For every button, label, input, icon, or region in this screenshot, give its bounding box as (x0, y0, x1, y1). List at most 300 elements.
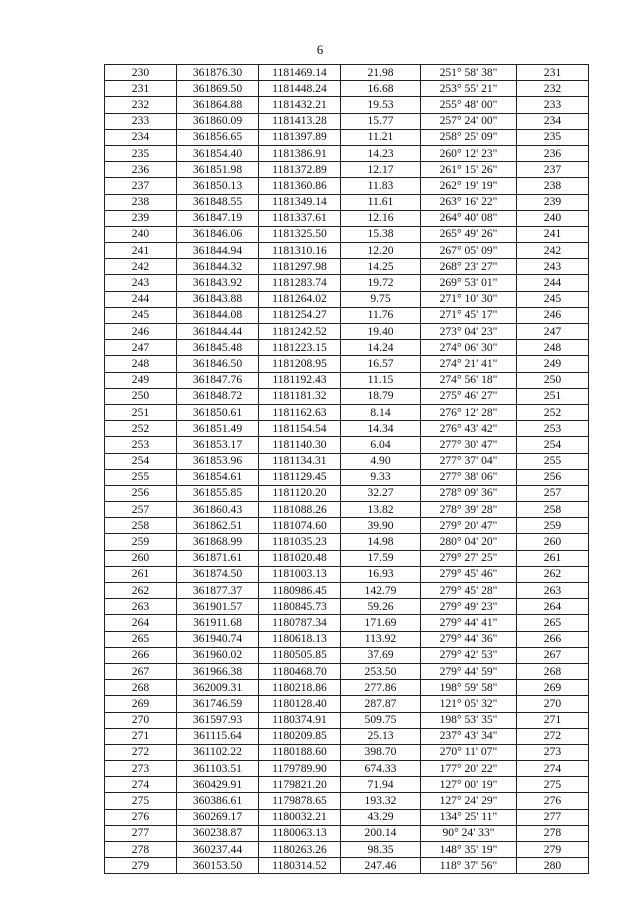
x-coordinate-cell: 361856.65 (177, 129, 259, 145)
distance-cell: 142.79 (341, 583, 421, 599)
point-number-cell: 255 (105, 469, 177, 485)
next-point-cell: 266 (517, 631, 589, 647)
x-coordinate-cell: 361102.22 (177, 744, 259, 760)
y-coordinate-cell: 1181254.27 (259, 307, 341, 323)
bearing-cell: 261° 15' 26" (421, 162, 517, 178)
bearing-cell: 274° 56' 18" (421, 372, 517, 388)
y-coordinate-cell: 1181397.89 (259, 129, 341, 145)
y-coordinate-cell: 1181208.95 (259, 356, 341, 372)
distance-cell: 15.38 (341, 226, 421, 242)
next-point-cell: 257 (517, 485, 589, 501)
distance-cell: 4.90 (341, 453, 421, 469)
x-coordinate-cell: 361845.48 (177, 340, 259, 356)
distance-cell: 16.93 (341, 566, 421, 582)
distance-cell: 200.14 (341, 825, 421, 841)
bearing-cell: 279° 20' 47" (421, 518, 517, 534)
y-coordinate-cell: 1181372.89 (259, 162, 341, 178)
next-point-cell: 273 (517, 744, 589, 760)
distance-cell: 43.29 (341, 809, 421, 825)
table-row (105, 356, 589, 372)
table-row (105, 518, 589, 534)
x-coordinate-cell: 361844.44 (177, 324, 259, 340)
point-number-cell: 259 (105, 534, 177, 550)
next-point-cell: 271 (517, 712, 589, 728)
y-coordinate-cell: 1180845.73 (259, 599, 341, 615)
point-number-cell: 257 (105, 502, 177, 518)
point-number-cell: 256 (105, 485, 177, 501)
y-coordinate-cell: 1181088.26 (259, 502, 341, 518)
y-coordinate-cell: 1181140.30 (259, 437, 341, 453)
distance-cell: 12.20 (341, 243, 421, 259)
x-coordinate-cell: 361901.57 (177, 599, 259, 615)
x-coordinate-cell: 361855.85 (177, 485, 259, 501)
bearing-cell: 148° 35' 19" (421, 842, 517, 858)
y-coordinate-cell: 1181162.63 (259, 404, 341, 420)
distance-cell: 15.77 (341, 113, 421, 129)
point-number-cell: 237 (105, 178, 177, 194)
bearing-cell: 269° 53' 01" (421, 275, 517, 291)
x-coordinate-cell: 361966.38 (177, 663, 259, 679)
next-point-cell: 231 (517, 65, 589, 81)
next-point-cell: 233 (517, 97, 589, 113)
point-number-cell: 269 (105, 696, 177, 712)
distance-cell: 37.69 (341, 647, 421, 663)
table-row (105, 534, 589, 550)
bearing-cell: 280° 04' 20" (421, 534, 517, 550)
y-coordinate-cell: 1181074.60 (259, 518, 341, 534)
distance-cell: 14.24 (341, 340, 421, 356)
table-row (105, 437, 589, 453)
x-coordinate-cell: 361848.72 (177, 388, 259, 404)
point-number-cell: 264 (105, 615, 177, 631)
bearing-cell: 177° 20' 22" (421, 761, 517, 777)
bearing-cell: 271° 10' 30" (421, 291, 517, 307)
point-number-cell: 251 (105, 404, 177, 420)
distance-cell: 32.27 (341, 485, 421, 501)
point-number-cell: 236 (105, 162, 177, 178)
table-row (105, 615, 589, 631)
point-number-cell: 254 (105, 453, 177, 469)
x-coordinate-cell: 361844.94 (177, 243, 259, 259)
x-coordinate-cell: 360153.50 (177, 858, 259, 874)
x-coordinate-cell: 361746.59 (177, 696, 259, 712)
point-number-cell: 239 (105, 210, 177, 226)
y-coordinate-cell: 1181297.98 (259, 259, 341, 275)
y-coordinate-cell: 1181264.02 (259, 291, 341, 307)
bearing-cell: 276° 43' 42" (421, 421, 517, 437)
y-coordinate-cell: 1181283.74 (259, 275, 341, 291)
table-row (105, 388, 589, 404)
point-number-cell: 277 (105, 825, 177, 841)
bearing-cell: 121° 05' 32" (421, 696, 517, 712)
bearing-cell: 276° 12' 28" (421, 404, 517, 420)
point-number-cell: 242 (105, 259, 177, 275)
next-point-cell: 243 (517, 259, 589, 275)
y-coordinate-cell: 1181003.13 (259, 566, 341, 582)
y-coordinate-cell: 1179789.90 (259, 761, 341, 777)
table-row (105, 712, 589, 728)
next-point-cell: 232 (517, 81, 589, 97)
bearing-cell: 264° 40' 08" (421, 210, 517, 226)
point-number-cell: 235 (105, 145, 177, 161)
point-number-cell: 279 (105, 858, 177, 874)
table-row (105, 259, 589, 275)
table-row (105, 777, 589, 793)
y-coordinate-cell: 1181349.14 (259, 194, 341, 210)
table-row (105, 485, 589, 501)
bearing-cell: 90° 24' 33" (421, 825, 517, 841)
distance-cell: 11.76 (341, 307, 421, 323)
point-number-cell: 249 (105, 372, 177, 388)
point-number-cell: 273 (105, 761, 177, 777)
table-row (105, 566, 589, 582)
table-row (105, 307, 589, 323)
point-number-cell: 260 (105, 550, 177, 566)
table-row (105, 226, 589, 242)
next-point-cell: 234 (517, 113, 589, 129)
y-coordinate-cell: 1181337.61 (259, 210, 341, 226)
bearing-cell: 279° 44' 36" (421, 631, 517, 647)
bearing-cell: 270° 11' 07" (421, 744, 517, 760)
table-row (105, 145, 589, 161)
next-point-cell: 247 (517, 324, 589, 340)
bearing-cell: 279° 49' 23" (421, 599, 517, 615)
point-number-cell: 266 (105, 647, 177, 663)
distance-cell: 277.86 (341, 680, 421, 696)
coordinates-table-body (105, 65, 589, 874)
x-coordinate-cell: 361860.43 (177, 502, 259, 518)
point-number-cell: 265 (105, 631, 177, 647)
x-coordinate-cell: 361940.74 (177, 631, 259, 647)
x-coordinate-cell: 361844.08 (177, 307, 259, 323)
bearing-cell: 260° 12' 23" (421, 145, 517, 161)
x-coordinate-cell: 360238.87 (177, 825, 259, 841)
table-row (105, 113, 589, 129)
next-point-cell: 267 (517, 647, 589, 663)
table-row (105, 858, 589, 874)
next-point-cell: 235 (517, 129, 589, 145)
table-row (105, 680, 589, 696)
distance-cell: 8.14 (341, 404, 421, 420)
next-point-cell: 278 (517, 825, 589, 841)
x-coordinate-cell: 360429.91 (177, 777, 259, 793)
bearing-cell: 279° 27' 25" (421, 550, 517, 566)
point-number-cell: 275 (105, 793, 177, 809)
table-row (105, 129, 589, 145)
next-point-cell: 255 (517, 453, 589, 469)
point-number-cell: 248 (105, 356, 177, 372)
y-coordinate-cell: 1181360.86 (259, 178, 341, 194)
bearing-cell: 277° 30' 47" (421, 437, 517, 453)
bearing-cell: 134° 25' 11" (421, 809, 517, 825)
point-number-cell: 230 (105, 65, 177, 81)
distance-cell: 14.34 (341, 421, 421, 437)
distance-cell: 17.59 (341, 550, 421, 566)
y-coordinate-cell: 1180468.70 (259, 663, 341, 679)
next-point-cell: 248 (517, 340, 589, 356)
point-number-cell: 267 (105, 663, 177, 679)
table-row (105, 65, 589, 81)
distance-cell: 113.92 (341, 631, 421, 647)
point-number-cell: 261 (105, 566, 177, 582)
distance-cell: 11.61 (341, 194, 421, 210)
y-coordinate-cell: 1181134.31 (259, 453, 341, 469)
table-row (105, 809, 589, 825)
next-point-cell: 237 (517, 162, 589, 178)
x-coordinate-cell: 361869.50 (177, 81, 259, 97)
y-coordinate-cell: 1180263.26 (259, 842, 341, 858)
table-row (105, 631, 589, 647)
bearing-cell: 279° 45' 46" (421, 566, 517, 582)
x-coordinate-cell: 361846.06 (177, 226, 259, 242)
y-coordinate-cell: 1180505.85 (259, 647, 341, 663)
table-row (105, 372, 589, 388)
y-coordinate-cell: 1181469.14 (259, 65, 341, 81)
next-point-cell: 241 (517, 226, 589, 242)
distance-cell: 11.83 (341, 178, 421, 194)
point-number-cell: 243 (105, 275, 177, 291)
table-row (105, 842, 589, 858)
table-row (105, 550, 589, 566)
x-coordinate-cell: 361103.51 (177, 761, 259, 777)
table-row (105, 194, 589, 210)
x-coordinate-cell: 361848.55 (177, 194, 259, 210)
x-coordinate-cell: 361115.64 (177, 728, 259, 744)
distance-cell: 13.82 (341, 502, 421, 518)
x-coordinate-cell: 361862.51 (177, 518, 259, 534)
next-point-cell: 251 (517, 388, 589, 404)
x-coordinate-cell: 361853.17 (177, 437, 259, 453)
distance-cell: 25.13 (341, 728, 421, 744)
next-point-cell: 274 (517, 761, 589, 777)
next-point-cell: 238 (517, 178, 589, 194)
distance-cell: 253.50 (341, 663, 421, 679)
point-number-cell: 232 (105, 97, 177, 113)
table-row (105, 793, 589, 809)
point-number-cell: 245 (105, 307, 177, 323)
table-row (105, 178, 589, 194)
bearing-cell: 127° 24' 29" (421, 793, 517, 809)
next-point-cell: 261 (517, 550, 589, 566)
bearing-cell: 279° 42' 53" (421, 647, 517, 663)
point-number-cell: 271 (105, 728, 177, 744)
x-coordinate-cell: 361960.02 (177, 647, 259, 663)
bearing-cell: 278° 39' 28" (421, 502, 517, 518)
distance-cell: 16.57 (341, 356, 421, 372)
next-point-cell: 240 (517, 210, 589, 226)
next-point-cell: 254 (517, 437, 589, 453)
next-point-cell: 236 (517, 145, 589, 161)
bearing-cell: 251° 58' 38" (421, 65, 517, 81)
point-number-cell: 246 (105, 324, 177, 340)
y-coordinate-cell: 1181120.20 (259, 485, 341, 501)
point-number-cell: 233 (105, 113, 177, 129)
bearing-cell: 268° 23' 27" (421, 259, 517, 275)
bearing-cell: 277° 38' 06" (421, 469, 517, 485)
y-coordinate-cell: 1181223.15 (259, 340, 341, 356)
bearing-cell: 274° 21' 41" (421, 356, 517, 372)
next-point-cell: 275 (517, 777, 589, 793)
point-number-cell: 234 (105, 129, 177, 145)
point-number-cell: 262 (105, 583, 177, 599)
bearing-cell: 278° 09' 36" (421, 485, 517, 501)
bearing-cell: 267° 05' 09" (421, 243, 517, 259)
point-number-cell: 258 (105, 518, 177, 534)
point-number-cell: 253 (105, 437, 177, 453)
bearing-cell: 263° 16' 22" (421, 194, 517, 210)
next-point-cell: 272 (517, 728, 589, 744)
y-coordinate-cell: 1180128.40 (259, 696, 341, 712)
distance-cell: 59.26 (341, 599, 421, 615)
distance-cell: 509.75 (341, 712, 421, 728)
x-coordinate-cell: 361874.50 (177, 566, 259, 582)
bearing-cell: 253° 55' 21" (421, 81, 517, 97)
y-coordinate-cell: 1181020.48 (259, 550, 341, 566)
point-number-cell: 247 (105, 340, 177, 356)
next-point-cell: 258 (517, 502, 589, 518)
bearing-cell: 279° 44' 59" (421, 663, 517, 679)
y-coordinate-cell: 1179821.20 (259, 777, 341, 793)
next-point-cell: 270 (517, 696, 589, 712)
bearing-cell: 265° 49' 26" (421, 226, 517, 242)
table-row (105, 728, 589, 744)
distance-cell: 674.33 (341, 761, 421, 777)
distance-cell: 19.53 (341, 97, 421, 113)
next-point-cell: 265 (517, 615, 589, 631)
x-coordinate-cell: 361868.99 (177, 534, 259, 550)
table-row (105, 324, 589, 340)
next-point-cell: 249 (517, 356, 589, 372)
table-row (105, 744, 589, 760)
table-row (105, 469, 589, 485)
bearing-cell: 198° 59' 58" (421, 680, 517, 696)
y-coordinate-cell: 1180188.60 (259, 744, 341, 760)
next-point-cell: 256 (517, 469, 589, 485)
point-number-cell: 244 (105, 291, 177, 307)
table-row (105, 275, 589, 291)
next-point-cell: 280 (517, 858, 589, 874)
bearing-cell: 273° 04' 23" (421, 324, 517, 340)
y-coordinate-cell: 1180314.52 (259, 858, 341, 874)
next-point-cell: 244 (517, 275, 589, 291)
distance-cell: 39.90 (341, 518, 421, 534)
distance-cell: 9.75 (341, 291, 421, 307)
point-number-cell: 274 (105, 777, 177, 793)
y-coordinate-cell: 1179878.65 (259, 793, 341, 809)
x-coordinate-cell: 361847.76 (177, 372, 259, 388)
x-coordinate-cell: 360237.44 (177, 842, 259, 858)
bearing-cell: 198° 53' 35" (421, 712, 517, 728)
point-number-cell: 231 (105, 81, 177, 97)
bearing-cell: 279° 45' 28" (421, 583, 517, 599)
next-point-cell: 239 (517, 194, 589, 210)
table-row (105, 502, 589, 518)
table-row (105, 421, 589, 437)
next-point-cell: 279 (517, 842, 589, 858)
table-row (105, 663, 589, 679)
point-number-cell: 252 (105, 421, 177, 437)
y-coordinate-cell: 1181448.24 (259, 81, 341, 97)
distance-cell: 6.04 (341, 437, 421, 453)
table-row (105, 599, 589, 615)
y-coordinate-cell: 1181181.32 (259, 388, 341, 404)
bearing-cell: 275° 46' 27" (421, 388, 517, 404)
y-coordinate-cell: 1181413.28 (259, 113, 341, 129)
distance-cell: 171.69 (341, 615, 421, 631)
table-row (105, 210, 589, 226)
y-coordinate-cell: 1180209.85 (259, 728, 341, 744)
point-number-cell: 241 (105, 243, 177, 259)
distance-cell: 16.68 (341, 81, 421, 97)
distance-cell: 71.94 (341, 777, 421, 793)
distance-cell: 398.70 (341, 744, 421, 760)
table-row (105, 404, 589, 420)
distance-cell: 287.87 (341, 696, 421, 712)
bearing-cell: 271° 45' 17" (421, 307, 517, 323)
table-row (105, 647, 589, 663)
point-number-cell: 276 (105, 809, 177, 825)
next-point-cell: 277 (517, 809, 589, 825)
y-coordinate-cell: 1181325.50 (259, 226, 341, 242)
next-point-cell: 264 (517, 599, 589, 615)
y-coordinate-cell: 1181154.54 (259, 421, 341, 437)
next-point-cell: 242 (517, 243, 589, 259)
x-coordinate-cell: 361854.61 (177, 469, 259, 485)
y-coordinate-cell: 1180787.34 (259, 615, 341, 631)
table-row (105, 825, 589, 841)
distance-cell: 19.72 (341, 275, 421, 291)
x-coordinate-cell: 361871.61 (177, 550, 259, 566)
distance-cell: 9.33 (341, 469, 421, 485)
x-coordinate-cell: 361843.88 (177, 291, 259, 307)
x-coordinate-cell: 361853.96 (177, 453, 259, 469)
distance-cell: 11.15 (341, 372, 421, 388)
x-coordinate-cell: 361911.68 (177, 615, 259, 631)
y-coordinate-cell: 1180374.91 (259, 712, 341, 728)
next-point-cell: 246 (517, 307, 589, 323)
next-point-cell: 263 (517, 583, 589, 599)
table-row (105, 583, 589, 599)
bearing-cell: 118° 37' 56" (421, 858, 517, 874)
table-row (105, 761, 589, 777)
point-number-cell: 263 (105, 599, 177, 615)
y-coordinate-cell: 1181035.23 (259, 534, 341, 550)
distance-cell: 12.16 (341, 210, 421, 226)
x-coordinate-cell: 361877.37 (177, 583, 259, 599)
page-number: 6 (316, 42, 324, 57)
x-coordinate-cell: 361850.13 (177, 178, 259, 194)
bearing-cell: 255° 48' 00" (421, 97, 517, 113)
x-coordinate-cell: 361846.50 (177, 356, 259, 372)
x-coordinate-cell: 361854.40 (177, 145, 259, 161)
next-point-cell: 260 (517, 534, 589, 550)
x-coordinate-cell: 361864.88 (177, 97, 259, 113)
point-number-cell: 250 (105, 388, 177, 404)
table-row (105, 97, 589, 113)
bearing-cell: 258° 25' 09" (421, 129, 517, 145)
distance-cell: 18.79 (341, 388, 421, 404)
y-coordinate-cell: 1181432.21 (259, 97, 341, 113)
x-coordinate-cell: 361876.30 (177, 65, 259, 81)
x-coordinate-cell: 361851.98 (177, 162, 259, 178)
distance-cell: 19.40 (341, 324, 421, 340)
x-coordinate-cell: 362009.31 (177, 680, 259, 696)
bearing-cell: 274° 06' 30" (421, 340, 517, 356)
table-row (105, 162, 589, 178)
y-coordinate-cell: 1180063.13 (259, 825, 341, 841)
x-coordinate-cell: 361850.61 (177, 404, 259, 420)
bearing-cell: 279° 44' 41" (421, 615, 517, 631)
